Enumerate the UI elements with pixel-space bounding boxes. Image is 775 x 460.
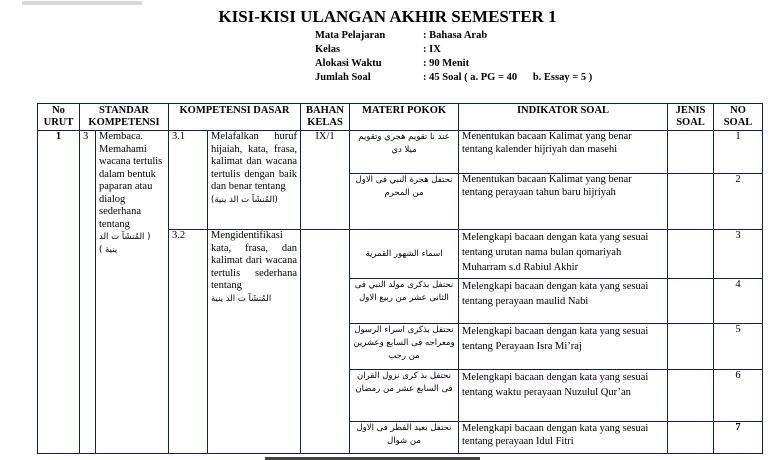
cell-indikator: Melengkapi bacaan dengan kata yang sesuai tentang urutan nama bulan qomariyah Muharram s.d Rabiul Akhir — [459, 230, 668, 279]
cell-kd-text — [208, 230, 301, 454]
cell-materi: نحتفل بذ كرى نزول القران فى السابع عشر من رمضان — [350, 370, 459, 422]
cell-jenis — [668, 131, 714, 174]
kd-arabic: المُنشَآ ت الد ينية — [211, 293, 272, 304]
cell-bahan-kelas — [301, 230, 350, 454]
meta-label: Kelas — [315, 44, 341, 55]
cell-materi: نحتفل بذكرى اسراء الرسول ومعراجه فى السابع وعشرين من رجب — [350, 324, 459, 370]
header-standar-kompetensi: STANDAR KOMPETENSI — [80, 104, 169, 131]
cell-jenis — [668, 279, 714, 324]
cell-bahan-kelas: IX/1 — [301, 131, 350, 230]
header-kompetensi-dasar: KOMPETENSI DASAR — [169, 104, 301, 131]
header-no: No URUT — [38, 104, 80, 131]
header-bahan-kelas: BAHAN KELAS — [301, 104, 350, 131]
meta-label: Mata Pelajaran — [315, 30, 386, 41]
cell-materi: عند نا تقويم هجري وتقويم ميلا دي — [350, 131, 459, 174]
document-meta — [315, 29, 592, 85]
cell-materi: اسماء الشهور القمرية — [350, 230, 459, 279]
cell-indikator: Melengkapi bacaan dengan kata yang sesuai tentang Perayaan Isra Mi’raj — [459, 324, 668, 370]
cell-jenis — [668, 422, 714, 454]
cell-jenis — [668, 370, 714, 422]
meta-value: : IX — [423, 44, 441, 55]
cell-no-soal: 4 — [714, 279, 763, 324]
cell-no-soal: 2 — [714, 174, 763, 230]
header-jenis-soal: JENIS SOAL — [668, 104, 714, 131]
cell-kd-text — [208, 131, 301, 230]
cell-kd-number: 3.1 — [169, 131, 208, 230]
cell-no-soal: 3 — [714, 230, 763, 279]
cell-no-soal: 1 — [714, 131, 763, 174]
meta-value: : 90 Menit — [423, 58, 470, 69]
cell-indikator: Melengkapi bacaan dengan kata yang sesuai tentang perayaan maulid Nabi — [459, 279, 668, 324]
meta-row — [315, 57, 592, 71]
cell-sk-number: 3 — [80, 131, 96, 454]
cell-materi: نحتفل هجرة النبي فى الاول من المحرم — [350, 174, 459, 230]
cell-jenis — [668, 324, 714, 370]
sk-arabic: ( المُنشَآ ت الد ينية ) — [99, 232, 151, 255]
meta-row — [315, 71, 592, 85]
cell-no-urut: 1 — [38, 131, 80, 454]
cell-materi: نحتفل بذكرى مولد النبي فى الثانى عشر من ربيع الاول — [350, 279, 459, 324]
header-no-soal: NO SOAL — [714, 104, 763, 131]
cell-materi: نحتفل بعيد الفطر فى الاول من شوال — [350, 422, 459, 454]
cell-indikator: Melengkapi bacaan dengan kata yang sesuai tentang waktu perayaan Nuzulul Qur’an — [459, 370, 668, 422]
table-row — [38, 131, 763, 174]
kd-text: Mengidentifikasi kata, frasa, dan kalimat dari wacana tertulis sederhana tentang — [211, 230, 297, 291]
document-title: KISI-KISI ULANGAN AKHIR SEMESTER 1 — [218, 7, 557, 26]
cell-kd-number: 3.2 — [169, 230, 208, 454]
cell-indikator: Menentukan bacaan Kalimat yang benar tentang kalender hijriyah dan masehi — [459, 131, 668, 174]
cell-indikator: Menentukan bacaan Kalimat yang benar tentang perayaan tahun baru hijriyah — [459, 174, 668, 230]
header-faint-text — [22, 1, 142, 5]
meta-label: Jumlah Soal — [315, 72, 371, 83]
meta-value: : Bahasa Arab — [423, 30, 488, 41]
kd-text: Melafalkan huruf hijaiah, kata, frasa, kalimat dan wacana tertulis dengan baik dan benar tentang — [211, 131, 297, 192]
cell-jenis — [668, 174, 714, 230]
header-materi-pokok: MATERI POKOK — [350, 104, 459, 131]
kisi-kisi-table — [37, 103, 763, 454]
kd-arabic: (المُنشَآ ت الد ينية) — [211, 194, 278, 205]
header-indikator-soal: INDIKATOR SOAL — [459, 104, 668, 131]
meta-value: : 45 Soal ( a. PG = 40 b. Essay = 5 ) — [423, 72, 593, 83]
cell-indikator: Melengkapi bacaan dengan kata yang sesuai tentang perayaan Idul Fitri — [459, 422, 668, 454]
cell-standar-kompetensi — [96, 131, 169, 454]
meta-row — [315, 43, 592, 57]
sk-text: Membaca. Memahami wacana tertulis dalam bentuk paparan atau dialog sederhana tentang — [99, 131, 163, 230]
cell-no-soal: 7 — [714, 422, 763, 454]
cell-no-soal: 5 — [714, 324, 763, 370]
cell-jenis — [668, 230, 714, 279]
meta-row — [315, 29, 592, 43]
cell-no-soal: 6 — [714, 370, 763, 422]
table-header-row — [38, 104, 763, 131]
meta-label: Alokasi Waktu — [315, 58, 382, 69]
